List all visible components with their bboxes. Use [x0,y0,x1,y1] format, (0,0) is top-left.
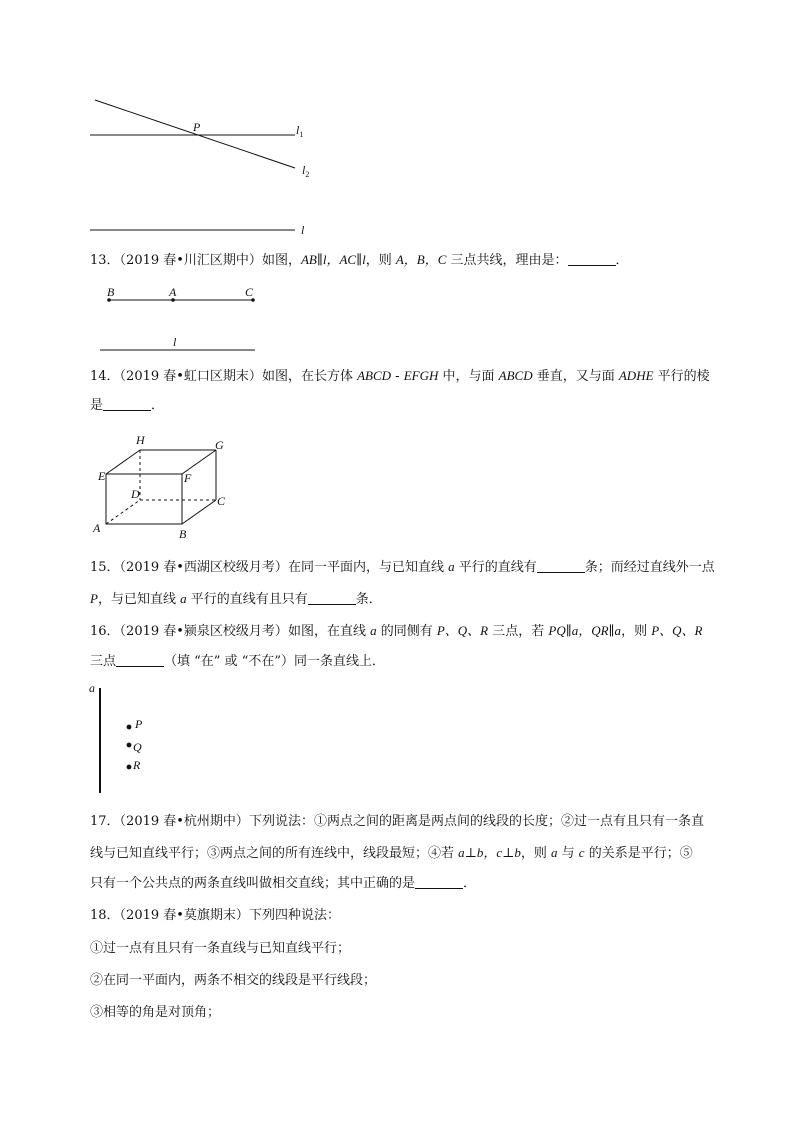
label-D: D [131,487,140,501]
answer-blank[interactable] [415,876,463,889]
edge-AD-hidden [106,500,140,524]
edge-BC [182,500,216,524]
label-G: G [215,438,224,452]
question-number: 17． [90,814,120,829]
edge-EH [106,450,140,474]
label-l2: $l_2$ [302,163,310,179]
question-source: （2019 春•川汇区期中） [119,253,262,268]
label-Q: Q [133,740,142,754]
label-C: C [245,285,254,299]
label-l1: $l_1$ [296,123,304,139]
question-18: 18．（2019 春•莫旗期末）下列四种说法： [90,908,340,923]
label-C: C [217,494,226,508]
label-P: P [135,717,143,731]
question-17: 17．（2019 春•杭州期中）下列说法：①两点之间的距离是两点间的线段的长度；②过一点有且只有一条直 [90,814,704,829]
question-17-line2: 线与已知直线平行；③两点之间的所有连线中，线段最短；④若 a⊥b，c⊥b，则 a 与 c 的关系是平行；⑤ [90,845,693,861]
answer-blank[interactable] [568,253,616,266]
figure-q12 [80,90,330,240]
figure-q16 [86,678,166,798]
label-l: l [301,223,305,237]
label-F: F [184,471,192,485]
label-R: R [133,758,141,772]
question-16: 16．（2019 春•颍泉区校级月考）如图，在直线 a 的同侧有 P、Q、R 三点，若 PQ∥a，QR∥a，则 P、Q、R [90,623,703,639]
answer-blank[interactable] [116,654,164,667]
line-l2 [95,100,295,168]
label-H: H [136,433,145,447]
question-15-line2: P，与已知直线 a 平行的直线有且只有 条． [90,591,382,607]
label-A: A [93,521,101,535]
point-Q [127,743,132,748]
question-16-line2: 三点 （填 “在” 或 “不在”）同一条直线上． [90,654,385,669]
question-13: 13．（2019 春•川汇区期中）如图，AB∥l，AC∥l，则 A，B，C 三点共线，理由是： ． [90,252,629,268]
question-14: 14．（2019 春•虹口区期末）如图，在长方体 ABCD - EFGH 中，与面 ABCD 垂直，又与面 ADHE 平行的棱 [90,368,710,384]
question-source: （2019 春•西湖区校级月考） [119,560,288,575]
statement-1: ①过一点有且只有一条直线与已知直线平行； [90,941,351,956]
question-source: （2019 春•莫旗期末） [119,908,249,923]
label-B: B [107,285,115,299]
question-15: 15．（2019 春•西湖区校级月考）在同一平面内，与已知直线 a 平行的直线有 条；而经过直线外一点 [90,559,715,575]
question-source: （2019 春•颍泉区校级月考） [119,624,288,639]
figure-q14-cuboid [88,428,248,546]
question-number: 15． [90,560,120,575]
answer-blank[interactable] [103,398,151,411]
figure-q13 [95,282,270,354]
question-14-line2: 是 ． [90,398,165,413]
statement-3: ③相等的角是对顶角； [90,1005,221,1020]
answer-blank-2[interactable] [308,592,356,605]
label-P: P [193,120,201,134]
label-a: a [89,681,95,695]
question-number: 18． [90,908,120,923]
question-number: 16． [90,624,120,639]
label-l: l [173,335,177,349]
label-B: B [179,527,187,541]
statement-2: ②在同一平面内，两条不相交的线段是平行线段； [90,973,377,988]
label-A: A [169,285,177,299]
label-E: E [98,469,106,483]
answer-blank-1[interactable] [537,560,585,573]
point-P [127,725,132,730]
question-source: （2019 春•杭州期中） [119,814,249,829]
question-source: （2019 春•虹口区期末） [119,369,262,384]
point-R [127,765,132,770]
question-number: 13． [90,253,120,268]
question-17-line3: 只有一个公共点的两条直线叫做相交直线；其中正确的是 ． [90,876,477,891]
question-number: 14． [90,369,120,384]
